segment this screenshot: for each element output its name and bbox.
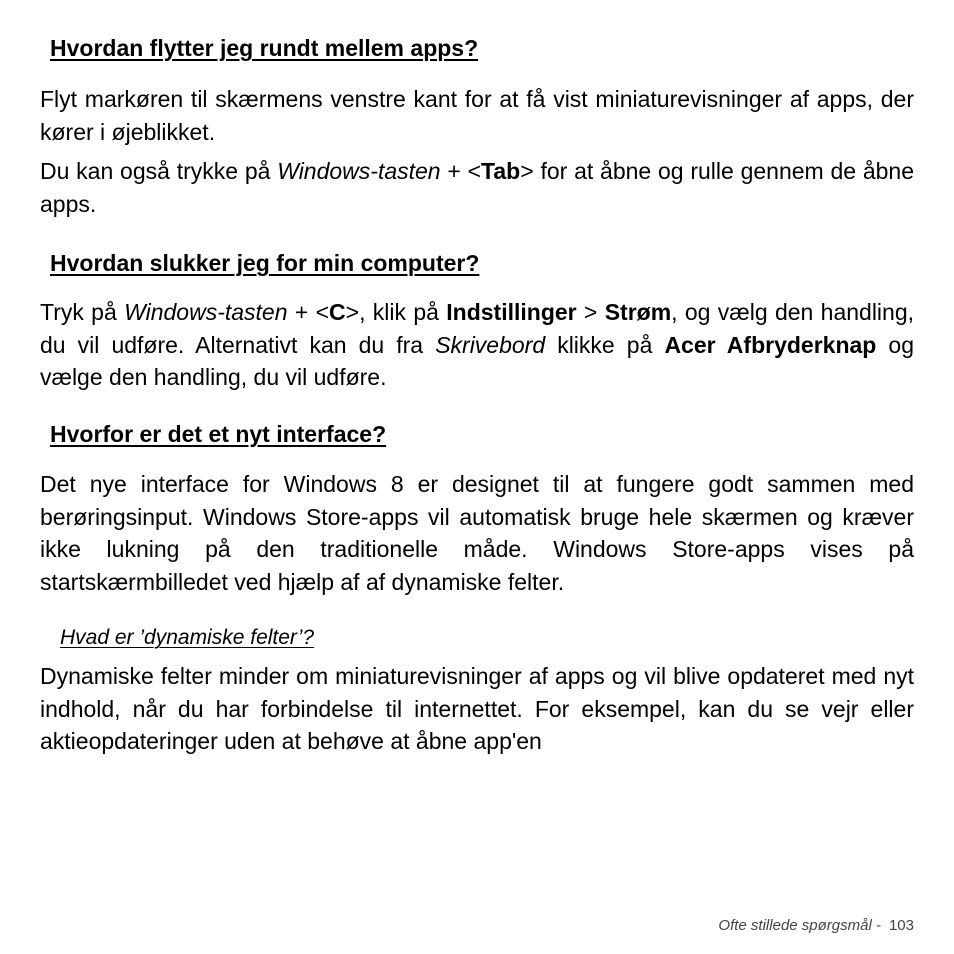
tab-key-term: Tab [481,158,521,184]
text-run: , og vælg den handling, du vil udføre. Alternativt kan du fra [40,299,915,358]
c-key-term: C [329,299,346,325]
text-run: + < [287,299,330,325]
text-run: Tryk på [40,299,125,325]
page-footer [718,917,914,934]
subheading-live-tiles: Hvad er ’dynamiske felter’? [60,626,315,649]
windows-key-term: Windows-tasten [124,299,288,325]
paragraph-shut-down [40,296,914,394]
settings-term: Indstillinger [446,299,577,325]
text-run: >, klik på [345,299,447,325]
text-run: og vælge den handling, du vil udføre. [40,331,914,390]
power-button-term: Acer Afbryderknap [664,331,877,358]
text-run: + < [440,158,482,184]
page-number: 103 [888,917,914,934]
footer-section-title: Ofte stillede spørgsmål - [718,917,881,934]
power-term: Strøm [604,299,672,325]
desktop-term: Skrivebord [435,331,546,358]
heading-shut-down-computer: Hvordan slukker jeg for min computer? [50,250,480,276]
text-run: Du kan også trykke på [40,158,278,184]
paragraph-move-apps-1: Flyt markøren til skærmens venstre kant for at få vist miniaturevisninger af apps, der kører i øjeblikket. [40,86,914,145]
text-run: > for at åbne og rulle gennem de åbne apps. [40,158,915,217]
windows-key-term: Windows-tasten [277,158,441,184]
heading-move-between-apps: Hvordan flytter jeg rundt mellem apps? [50,35,479,61]
text-run: > [576,299,605,325]
text-run: klikke på [545,331,665,358]
heading-new-interface: Hvorfor er det et nyt interface? [50,421,387,447]
paragraph-new-interface: Det nye interface for Windows 8 er designet til at fungere godt sammen med berøringsinput. Windows Store-apps vil automatisk bruge hele skærmen og kræver ikke lukning på den traditionelle måde. Windows Store-apps vises på startskærmbilledet ved hjælp af af dynamiske felter. [40,471,914,595]
paragraph-move-apps-2 [40,155,914,220]
paragraph-live-tiles: Dynamiske felter minder om miniaturevisninger af apps og vil blive opdateret med nyt indhold, når du har forbindelse til internettet. For eksempel, kan du se vejr eller aktieopdateringer uden at behøve at åbne app'en [40,663,914,754]
